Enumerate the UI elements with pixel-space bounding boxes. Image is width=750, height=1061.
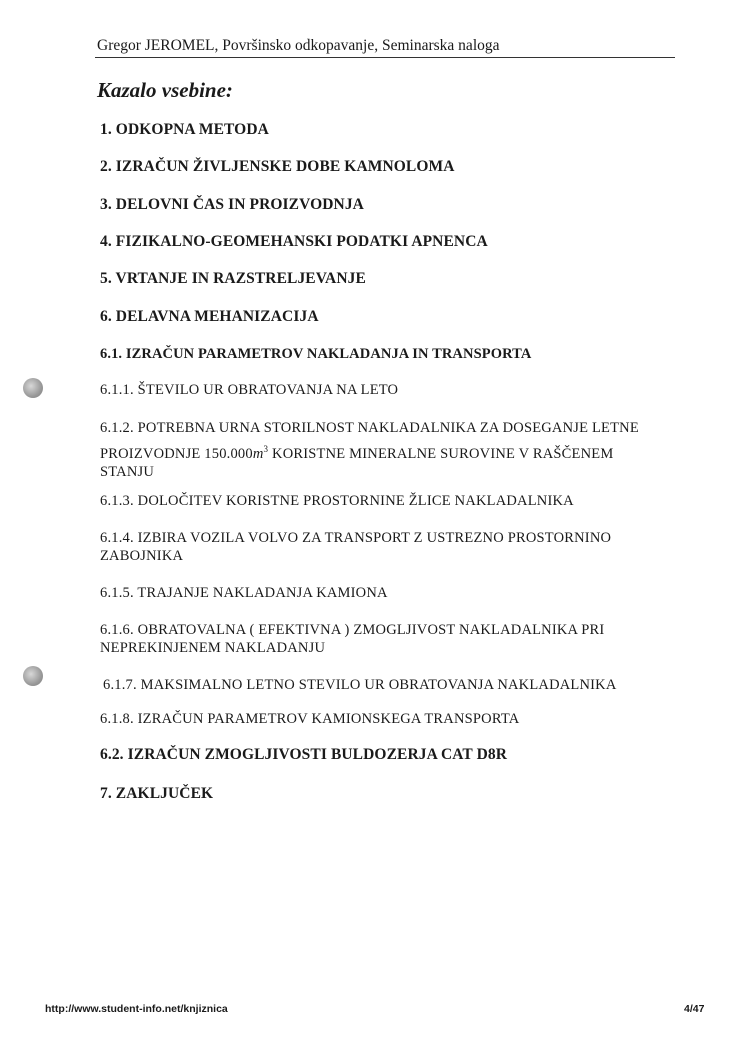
toc-entry-6-2: 6.2. IZRAČUN ZMOGLJIVOSTI BULDOZERJA CAT D8R <box>100 746 508 763</box>
toc-entry-6-1-2-line2-pre: PROIZVODNJE 150.000 <box>100 445 253 462</box>
toc-entry-6-1-7: 6.1.7. MAKSIMALNO LETNO STEVILO UR OBRATOVANJA NAKLADALNIKA <box>103 677 617 693</box>
footer-page-number: 4/47 <box>684 1003 705 1015</box>
toc-entry-6-1-6 <box>100 621 670 657</box>
header-rule <box>95 57 675 58</box>
toc-entry-2: 2. IZRAČUN ŽIVLJENSKE DOBE KAMNOLOMA <box>100 158 455 175</box>
toc-entry-6-1-6-line2: NEPREKINJENEM NAKLADANJU <box>100 640 326 656</box>
toc-entry-6-1: 6.1. IZRAČUN PARAMETROV NAKLADANJA IN TRANSPORTA <box>100 346 532 362</box>
page-header: Gregor JEROMEL, Površinsko odkopavanje, Seminarska naloga <box>97 37 500 54</box>
unit-m: m <box>252 445 264 462</box>
toc-entry-7: 7. ZAKLJUČEK <box>100 785 214 802</box>
toc-entry-6-1-1: 6.1.1. ŠTEVILO UR OBRATOVANJA NA LETO <box>100 382 399 398</box>
toc-entry-6-1-2-line3: STANJU <box>100 463 155 480</box>
toc-entry-6-1-5: 6.1.5. TRAJANJE NAKLADANJA KAMIONA <box>100 585 388 601</box>
toc-entry-6-1-6-line1: 6.1.6. OBRATOVALNA ( EFEKTIVNA ) ZMOGLJIVOST NAKLADALNIKA PRI <box>100 622 605 638</box>
toc-entry-6-1-2-line2 <box>100 440 670 463</box>
toc-entry-5: 5. VRTANJE IN RAZSTRELJEVANJE <box>100 270 366 287</box>
toc-title: Kazalo vsebine: <box>97 78 233 102</box>
toc-entry-6-1-4-line1: 6.1.4. IZBIRA VOZILA VOLVO ZA TRANSPORT Z USTREZNO PROSTORNINO <box>100 530 612 546</box>
toc-entry-3: 3. DELOVNI ČAS IN PROIZVODNJA <box>100 196 364 213</box>
unit-exponent: 3 <box>263 444 269 454</box>
toc-entry-6-1-4-line2: ZABOJNIKA <box>100 548 184 564</box>
toc-entry-1: 1. ODKOPNA METODA <box>100 121 269 138</box>
toc-entry-6: 6. DELAVNA MEHANIZACIJA <box>100 308 319 325</box>
toc-entry-6-1-2 <box>100 419 670 481</box>
punch-hole-bottom <box>23 666 43 686</box>
toc-entry-4: 4. FIZIKALNO-GEOMEHANSKI PODATKI APNENCA <box>100 233 488 250</box>
toc-entry-6-1-4 <box>100 529 670 565</box>
toc-entry-6-1-2-line1: 6.1.2. POTREBNA URNA STORILNOST NAKLADALNIKA ZA DOSEGANJE LETNE <box>100 420 639 436</box>
toc-entry-6-1-3: 6.1.3. DOLOČITEV KORISTNE PROSTORNINE ŽLICE NAKLADALNIKA <box>100 493 574 509</box>
toc-entry-6-1-8: 6.1.8. IZRAČUN PARAMETROV KAMIONSKEGA TRANSPORTA <box>100 711 520 727</box>
punch-hole-top <box>23 378 43 398</box>
toc-entry-6-1-2-line2-post: KORISTNE MINERALNE SUROVINE V RAŠČENEM <box>268 445 614 462</box>
footer-url: http://www.student-info.net/knjiznica <box>45 1003 228 1015</box>
